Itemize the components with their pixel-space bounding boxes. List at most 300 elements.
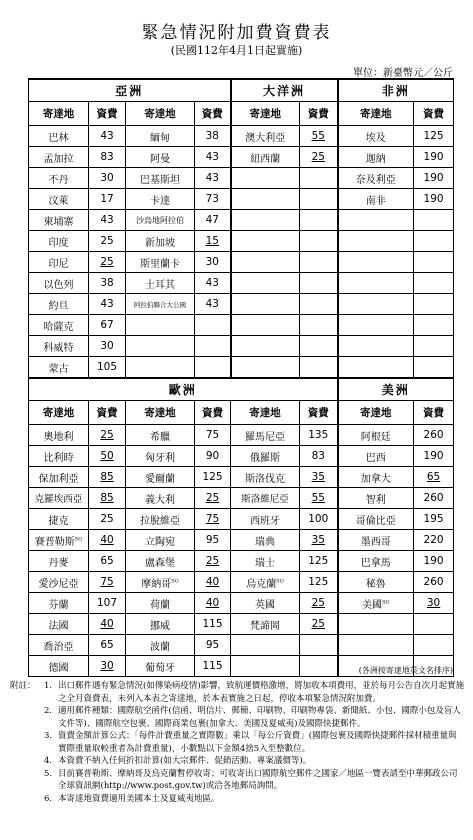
destination-cell	[126, 336, 195, 357]
fee-cell	[195, 467, 231, 488]
fee-cell	[195, 168, 231, 189]
fee-value: 25	[100, 235, 114, 247]
footnote-text: 資費金額計算公式：「每件計費重量之實際數」乘以「每公斤資費」(國際包裹及國際快捷郵件採材積重量與實際重量取較重者為計費重量)，小數點以下金額4捨5入至整數位。	[58, 731, 457, 754]
destination-cell	[126, 635, 195, 656]
destination-name: 法國	[48, 620, 69, 632]
fee-cell	[89, 572, 126, 593]
fee-cell	[195, 614, 231, 635]
fee-value: 75	[100, 576, 114, 588]
fee-cell	[414, 593, 454, 614]
region-asia: 亞洲	[29, 79, 231, 102]
col-header-dest: 寄達地	[231, 401, 300, 425]
fee-value: 38	[100, 277, 114, 289]
destination-name: 愛爾蘭	[145, 473, 175, 485]
col-header-dest: 寄達地	[29, 102, 89, 126]
col-header-fee: 資費	[89, 401, 126, 425]
fee-cell	[89, 252, 126, 273]
destination-cell	[126, 168, 195, 189]
destination-name: 葡萄牙	[145, 662, 175, 674]
fee-cell	[195, 572, 231, 593]
table-row	[29, 425, 454, 446]
footnote-item	[44, 705, 465, 730]
table-row	[29, 126, 454, 147]
destination-cell	[126, 530, 195, 551]
fee-value: 30	[426, 597, 441, 609]
destination-cell	[338, 425, 414, 446]
col-header-fee: 資費	[195, 102, 231, 126]
destination-cell	[29, 425, 89, 446]
table-row	[29, 168, 454, 189]
table-row	[29, 252, 454, 273]
destination-cell	[29, 572, 89, 593]
destination-cell	[338, 168, 414, 189]
table-row	[29, 147, 454, 168]
fee-value: 43	[100, 214, 114, 226]
fee-cell	[89, 189, 126, 210]
fee-cell	[300, 315, 338, 336]
fee-cell	[195, 656, 231, 677]
destination-name: 瑞典	[255, 536, 276, 548]
fee-cell	[414, 357, 454, 379]
table-row	[29, 593, 454, 614]
destination-name: 喬治亞	[43, 641, 74, 653]
fee-value: 65	[100, 555, 114, 567]
fee-cell	[414, 126, 454, 147]
col-header-fee: 資費	[414, 102, 454, 126]
destination-name: 迦納	[365, 153, 386, 165]
fee-value: 55	[311, 492, 325, 504]
fee-value: 260	[423, 429, 444, 441]
fee-value: 43	[100, 130, 114, 142]
destination-cell	[29, 467, 89, 488]
destination-cell	[29, 336, 89, 357]
fee-value: 50	[100, 450, 114, 462]
destination-name: 挪威	[150, 620, 170, 632]
destination-name: 丹麥	[48, 557, 69, 569]
destination-cell	[29, 656, 89, 677]
fee-cell	[414, 509, 454, 530]
destination-cell	[126, 147, 195, 168]
destination-cell	[338, 231, 414, 252]
fee-cell	[195, 488, 231, 509]
destination-cell	[338, 126, 414, 147]
destination-name: 匈牙利	[145, 452, 175, 464]
footnote-item	[44, 730, 465, 755]
destination-name: 巴林	[48, 132, 69, 144]
fee-cell	[414, 614, 454, 635]
fee-cell	[195, 231, 231, 252]
fee-cell	[414, 425, 454, 446]
destination-cell	[231, 168, 300, 189]
fee-cell	[414, 446, 454, 467]
fee-value: 43	[100, 298, 114, 310]
table-row	[29, 635, 454, 656]
fee-cell	[89, 231, 126, 252]
fee-cell	[300, 488, 338, 509]
destination-name: 以色列	[43, 279, 74, 291]
fee-value: 190	[423, 555, 444, 567]
fee-cell	[300, 168, 338, 189]
fee-cell	[300, 656, 338, 677]
destination-cell	[231, 551, 300, 572]
fee-cell	[300, 446, 338, 467]
table-row	[29, 189, 454, 210]
destination-cell	[231, 336, 300, 357]
fee-cell	[300, 614, 338, 635]
fee-value: 190	[423, 172, 444, 184]
destination-name: 捷克	[48, 515, 69, 527]
destination-name: 南非	[365, 195, 386, 207]
fee-cell	[300, 126, 338, 147]
fee-value: 85	[100, 492, 114, 504]
table-row	[29, 210, 454, 231]
destination-cell	[126, 425, 195, 446]
fee-cell	[195, 425, 231, 446]
destination-cell: 摩納哥$^{SG}$	[126, 572, 195, 593]
destination-name: 巴拿馬	[360, 557, 391, 569]
destination-name: 希臘	[150, 431, 170, 443]
table-row	[29, 273, 454, 294]
fee-value: 135	[308, 429, 329, 441]
destination-name: 瑞士	[255, 557, 276, 569]
destination-name: 賽普勒斯	[34, 536, 75, 548]
fee-value: 95	[205, 639, 220, 651]
sort-note: (各洲按寄達地英文名排序)	[358, 666, 453, 675]
fee-value: 25	[205, 555, 220, 567]
fee-cell	[300, 635, 338, 656]
destination-name: 保加利亞	[38, 473, 79, 485]
destination-cell	[231, 294, 300, 315]
footnote-number: 2.	[44, 706, 53, 716]
region-oceania: 大洋洲	[231, 79, 338, 102]
footnote-number: 4.	[44, 756, 53, 766]
destination-cell	[338, 147, 414, 168]
fee-cell	[89, 446, 126, 467]
col-header-dest: 寄達地	[338, 102, 414, 126]
destination-cell	[338, 509, 414, 530]
fee-cell	[414, 231, 454, 252]
fee-cell	[300, 593, 338, 614]
fee-value: 125	[308, 576, 329, 588]
destination-name: 巴基斯坦	[140, 174, 180, 186]
fee-cell	[414, 210, 454, 231]
destination-name: 柬埔寨	[43, 216, 74, 228]
table-row	[29, 572, 454, 593]
destination-cell	[338, 357, 414, 379]
destination-cell	[231, 357, 300, 379]
fee-value: 107	[96, 597, 118, 609]
table-row	[29, 530, 454, 551]
fee-value: 190	[423, 193, 444, 205]
fee-value: 43	[205, 298, 219, 310]
fee-value: 220	[423, 534, 444, 546]
destination-name: 孟加拉	[43, 153, 74, 165]
footnote-number: 6.	[44, 793, 53, 804]
destination-cell	[338, 530, 414, 551]
fee-value: 35	[311, 471, 325, 483]
footnote-text: 目前賽普勒斯、摩納哥及烏克蘭暫停收寄；可收寄出口國際航空郵件之國家／地區一覽表請至中華郵政公司全球資訊網(http://www.post.gov.tw)或洽各地郵局詢問。	[58, 768, 458, 791]
fee-cell	[89, 656, 126, 677]
fee-value: 190	[423, 151, 444, 163]
destination-name: 義大利	[145, 494, 175, 506]
fee-cell	[195, 273, 231, 294]
destination-cell	[338, 446, 414, 467]
col-header-dest: 寄達地	[29, 401, 89, 425]
col-header-dest: 寄達地	[126, 102, 195, 126]
fee-cell	[89, 336, 126, 357]
fee-value: 260	[423, 576, 444, 588]
fee-value: 17	[100, 193, 114, 205]
destination-cell	[338, 252, 414, 273]
destination-cell: 美國$^{SG}$	[338, 593, 414, 614]
fee-value: 195	[423, 513, 444, 525]
fee-cell	[195, 315, 231, 336]
footnote-number: 5.	[44, 768, 53, 779]
fee-value: 73	[205, 193, 219, 205]
destination-name: 巴西	[365, 452, 386, 464]
col-header-dest: 寄達地	[126, 401, 195, 425]
destination-cell	[29, 210, 89, 231]
fee-cell	[89, 168, 126, 189]
fee-value: 43	[205, 172, 219, 184]
destination-cell	[231, 593, 300, 614]
fee-table	[28, 78, 454, 677]
destination-name: 阿根廷	[360, 431, 391, 443]
footnotes-label: 附註：	[10, 681, 36, 691]
destination-name: 新加坡	[145, 237, 175, 249]
destination-name: 紐西蘭	[250, 153, 281, 165]
destination-cell	[338, 614, 414, 635]
fee-value: 25	[311, 618, 325, 630]
destination-cell	[231, 530, 300, 551]
destination-name: 土耳其	[145, 279, 175, 291]
fee-cell	[195, 509, 231, 530]
destination-name: 英國	[255, 599, 276, 611]
fee-value: 25	[205, 492, 220, 504]
destination-cell	[29, 488, 89, 509]
fee-cell	[300, 551, 338, 572]
destination-cell: 烏克蘭$^{SG}$	[231, 572, 300, 593]
destination-cell	[231, 273, 300, 294]
fee-value: 25	[311, 151, 325, 163]
fee-cell	[414, 273, 454, 294]
fee-value: 125	[308, 555, 329, 567]
destination-cell	[231, 614, 300, 635]
fee-value: 30	[205, 256, 219, 268]
fee-cell	[414, 488, 454, 509]
table-row	[29, 446, 454, 467]
fee-cell	[195, 189, 231, 210]
fee-cell	[414, 572, 454, 593]
destination-cell	[338, 189, 414, 210]
destination-name: 印度	[48, 237, 69, 249]
fee-cell	[300, 294, 338, 315]
region-africa: 非洲	[338, 79, 454, 102]
fee-value: 85	[100, 471, 114, 483]
destination-name: 德國	[48, 662, 69, 674]
fee-value: 40	[100, 534, 114, 546]
destination-cell	[338, 273, 414, 294]
fee-cell	[300, 467, 338, 488]
destination-name: 立陶宛	[145, 536, 175, 548]
destination-name: 斯洛伐克	[245, 473, 286, 485]
fee-cell	[89, 315, 126, 336]
table-row	[29, 551, 454, 572]
destination-cell	[338, 294, 414, 315]
destination-cell	[29, 231, 89, 252]
col-header-fee: 資費	[89, 102, 126, 126]
destination-name: 梵諦岡	[250, 620, 281, 632]
destination-cell	[29, 126, 89, 147]
fee-value: 115	[202, 660, 223, 672]
destination-cell	[231, 126, 300, 147]
destination-name: 摩納哥	[141, 578, 172, 590]
destination-name: 芬蘭	[48, 599, 69, 611]
footnote-list	[10, 680, 465, 805]
fee-cell	[300, 357, 338, 379]
fee-value: 47	[205, 214, 219, 226]
fee-cell	[89, 147, 126, 168]
destination-cell	[29, 635, 89, 656]
fee-value: 25	[100, 256, 114, 268]
destination-cell	[231, 635, 300, 656]
fee-cell	[89, 593, 126, 614]
destination-cell	[29, 294, 89, 315]
destination-cell	[126, 273, 195, 294]
fee-cell	[89, 294, 126, 315]
fee-cell	[300, 189, 338, 210]
destination-cell	[126, 446, 195, 467]
fee-cell	[195, 635, 231, 656]
footnote-item	[44, 680, 465, 705]
fee-cell	[300, 147, 338, 168]
destination-cell	[231, 509, 300, 530]
destination-name: 荷蘭	[150, 599, 170, 611]
destination-name: 印尼	[48, 258, 69, 270]
destination-cell	[126, 357, 195, 379]
fee-value: 25	[311, 597, 325, 609]
footnote-text: 出口郵件遇有緊急情況(如傳染病疫情)影響，致航運價格激增，將加收本項費用，並於每月公告自次月起實施之全月資費表，未列入本表之寄達地，於本表實施之日起，停收本項緊急情況附加費。	[58, 681, 465, 704]
destination-cell	[29, 509, 89, 530]
destination-cell	[231, 315, 300, 336]
destination-name: 克羅埃西亞	[34, 494, 83, 505]
fee-cell	[89, 273, 126, 294]
destination-cell	[231, 446, 300, 467]
destination-cell	[231, 210, 300, 231]
fee-value: 75	[205, 429, 220, 441]
fee-cell	[414, 315, 454, 336]
fee-cell	[195, 210, 231, 231]
fee-cell	[195, 551, 231, 572]
destination-cell	[338, 210, 414, 231]
destination-cell	[231, 231, 300, 252]
fee-value: 25	[100, 513, 114, 525]
destination-cell	[29, 189, 89, 210]
fee-cell	[300, 210, 338, 231]
destination-name: 不丹	[48, 174, 69, 186]
destination-cell	[338, 315, 414, 336]
region-america: 美洲	[338, 378, 454, 401]
destination-name: 羅馬尼亞	[245, 431, 286, 443]
destination-name: 卡達	[150, 195, 170, 207]
fee-value: 95	[205, 534, 220, 546]
destination-cell	[338, 488, 414, 509]
fee-cell	[195, 530, 231, 551]
fee-cell	[89, 488, 126, 509]
destination-cell	[126, 467, 195, 488]
footnote-text: 本資費不納入任何折扣計算(如大宗郵件、促銷活動、專案議價等)。	[58, 756, 312, 766]
fee-cell	[414, 189, 454, 210]
destination-name: 奈及利亞	[355, 174, 396, 186]
destination-cell	[231, 467, 300, 488]
destination-cell	[338, 572, 414, 593]
fee-cell	[414, 530, 454, 551]
table-row	[29, 231, 454, 252]
fee-value: 83	[100, 151, 114, 163]
fee-cell	[195, 357, 231, 379]
table-row	[29, 336, 454, 357]
footnotes	[10, 680, 465, 805]
destination-name: 埃及	[365, 132, 386, 144]
footnote-number: 3.	[44, 731, 53, 741]
fee-cell	[195, 294, 231, 315]
fee-cell	[414, 147, 454, 168]
footnote-number: 1.	[44, 681, 53, 691]
destination-cell	[338, 467, 414, 488]
destination-cell	[126, 315, 195, 336]
col-header-fee: 資費	[300, 102, 338, 126]
column-header-row	[29, 401, 454, 425]
fee-cell	[89, 635, 126, 656]
table-row	[29, 614, 454, 635]
footnote-text: 本寄達地資費適用美國本土及夏威夷地區。	[58, 793, 220, 804]
fee-value: 35	[311, 534, 325, 546]
destination-name: 奧地利	[43, 431, 74, 443]
destination-name: 約旦	[48, 300, 69, 312]
destination-name: 美國	[362, 599, 383, 611]
fee-value: 30	[100, 172, 114, 184]
destination-name: 沙烏地阿拉伯	[136, 215, 184, 225]
destination-cell	[126, 294, 195, 315]
destination-cell	[231, 147, 300, 168]
destination-name: 俄羅斯	[250, 452, 281, 464]
destination-cell	[338, 635, 414, 656]
fee-value: 43	[205, 151, 219, 163]
destination-cell	[29, 147, 89, 168]
fee-value: 125	[202, 471, 223, 483]
region-header-row	[29, 79, 454, 102]
footnote-item	[44, 793, 465, 806]
destination-cell	[126, 488, 195, 509]
destination-name: 科威特	[43, 342, 74, 354]
fee-cell	[89, 530, 126, 551]
region-europe: 歐洲	[29, 378, 338, 401]
table-row	[29, 509, 454, 530]
destination-name: 波蘭	[150, 641, 170, 653]
fee-value: 100	[308, 513, 329, 525]
destination-cell	[126, 551, 195, 572]
fee-value: 40	[100, 618, 114, 630]
destination-cell	[29, 315, 89, 336]
fee-cell	[300, 273, 338, 294]
fee-cell	[195, 147, 231, 168]
region-header-row	[29, 378, 454, 401]
destination-cell	[231, 425, 300, 446]
fee-cell	[300, 336, 338, 357]
destination-name: 汶萊	[48, 195, 69, 207]
fee-cell	[414, 168, 454, 189]
destination-cell	[126, 189, 195, 210]
